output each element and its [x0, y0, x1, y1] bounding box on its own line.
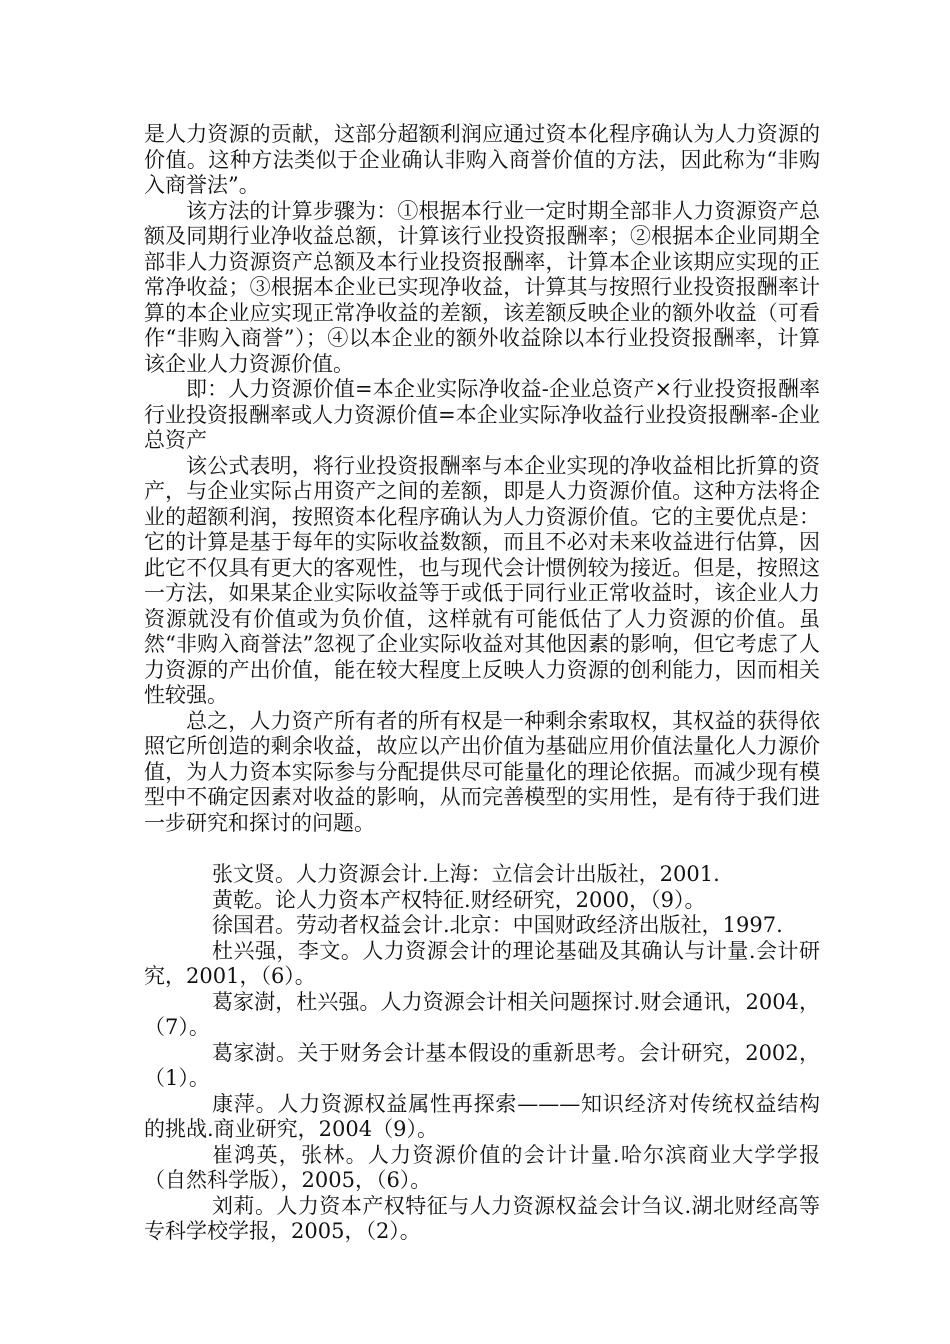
reference-item: 杜兴强，李文。人力资源会计的理论基础及其确认与计量.会计研究，2001，（6）。: [144, 938, 820, 988]
references-list: [144, 862, 820, 1245]
document-page: [144, 122, 820, 1245]
reference-item: 葛家澍。关于财务会计基本假设的重新思考。会计研究，2002，（1）。: [144, 1040, 820, 1090]
reference-item: 张文贤。人力资源会计.上海：立信会计出版社，2001.: [212, 862, 720, 886]
reference-item: 黄乾。论人力资本产权特征.财经研究，2000，（9）。: [212, 887, 706, 912]
body-text: [144, 122, 820, 836]
reference-item: 刘莉。人力资本产权特征与人力资源权益会计刍议.湖北财经高等专科学校学报，2005，（2）。: [144, 1193, 820, 1243]
paragraph-conclusion: 总之，人力资产所有者的所有权是一种剩余索取权，其权益的获得依照它所创造的剩余收益，故应以产出价值为基础应用价值法量化人力源价值，为人力资本实际参与分配提供尽可能量化的理论依据。而减少现有模型中不确定因素对收益的影响，从而完善模型的实用性，是有待于我们进一步研究和探讨的问题。: [144, 708, 820, 835]
paragraph-continuation: 是人力资源的贡献，这部分超额利润应通过资本化程序确认为人力资源的价值。这种方法类似于企业确认非购入商誉价值的方法，因此称为“非购入商誉法”。: [144, 122, 820, 197]
reference-item: 徐国君。劳动者权益会计.北京：中国财政经济出版社，1997.: [212, 913, 783, 937]
paragraph-formula: 即：人力资源价值=本企业实际净收益-企业总资产×行业投资报酬率行业投资报酬率或人力资源价值=本企业实际净收益行业投资报酬率-企业总资产: [144, 377, 820, 452]
reference-item: 崔鸿英，张林。人力资源价值的会计计量.哈尔滨商业大学学报（自然科学版），2005，（6）。: [144, 1142, 820, 1192]
paragraph-calculation-steps: 该方法的计算步骤为：①根据本行业一定时期全部非人力资源资产总额及同期行业净收益总额，计算该行业投资报酬率；②根据本企业同期全部非人力资源资产总额及本行业投资报酬率，计算本企业该期应实现的正常净收益；③根据本企业已实现净收益，计算其与按照行业投资报酬率计算的本企业应实现正常净收益的差额，该差额反映企业的额外收益（可看作“非购入商誉”）；④以本企业的额外收益除以本行业投资报酬率，计算该企业人力资源价值。: [144, 198, 820, 376]
section-gap: [144, 836, 820, 862]
paragraph-formula-explanation: 该公式表明，将行业投资报酬率与本企业实现的净收益相比折算的资产，与企业实际占用资产之间的差额，即是人力资源价值。这种方法将企业的超额利润，按照资本化程序确认为人力资源价值。它的主要优点是：它的计算是基于每年的实际收益数额，而且不必对未来收益进行估算，因此它不仅具有更大的客观性，也与现代会计惯例较为接近。但是，按照这一方法，如果某企业实际收益等于或低于同行业正常收益时，该企业人力资源就没有价值或为负价值，这样就有可能低估了人力资源的价值。虽然“非购入商誉法”忽视了企业实际收益对其他因素的影响，但它考虑了人力资源的产出价值，能在较大程度上反映人力资源的创利能力，因而相关性较强。: [144, 453, 820, 707]
reference-item: 康萍。人力资源权益属性再探索———知识经济对传统权益结构的挑战.商业研究，2004（9）。: [144, 1091, 820, 1141]
reference-item: 葛家澍，杜兴强。人力资源会计相关问题探讨.财会通讯，2004，（7）。: [144, 989, 820, 1039]
